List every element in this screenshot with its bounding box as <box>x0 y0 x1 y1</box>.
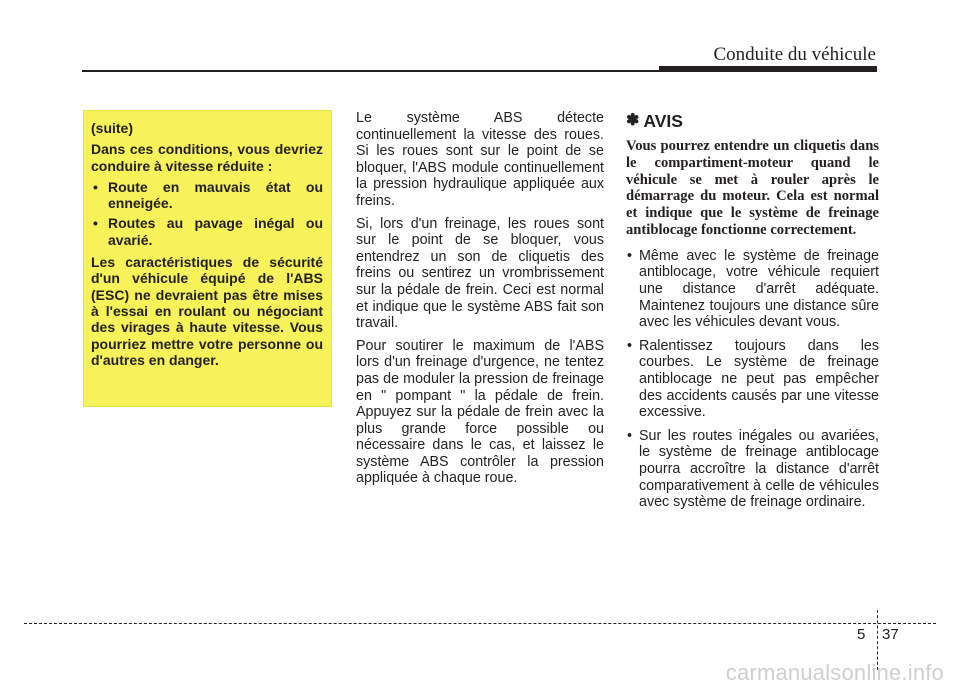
abs-paragraph: Le système ABS détecte continuellement la vitesse des roues. Si les roues sont sur le point de se bloquer, l'ABS module continuellement la pression hydraulique appliquée aux freins. <box>356 110 604 209</box>
chapter-number: 5 <box>857 626 866 643</box>
asterisk-icon: ✽ <box>626 112 640 129</box>
watermark: carmanualsonline.info <box>725 660 944 685</box>
avis-title: AVIS <box>643 111 683 131</box>
warning-box <box>83 110 332 407</box>
header-rule-accent <box>659 66 877 72</box>
avis-column <box>626 110 879 518</box>
warning-list-item: • Routes au pavage inégal ou avarié. <box>91 215 323 248</box>
avis-heading <box>626 110 879 132</box>
warning-list <box>91 179 323 248</box>
warning-intro: Dans ces conditions, vous devriez conduire à vitesse réduite : <box>91 141 323 174</box>
avis-list <box>626 248 879 511</box>
footer-dashed-rule <box>24 623 936 624</box>
avis-list-item: • Ralentissez toujours dans les courbes. Le système de freinage antiblocage ne peut pas empêcher des accidents causés par une vitesse excessive. <box>626 338 879 421</box>
section-title: Conduite du véhicule <box>713 44 876 65</box>
abs-paragraph: Pour soutirer le maximum de l'ABS lors d'un freinage d'urgence, ne tentez pas de moduler la pression de freinage en " pompant " la pédale de frein. Appuyez sur la pédale de frein avec la plus grande force possible ou nécessaire dans le cas, et laissez le système ABS contrôler la pression appliquée à chaque roue. <box>356 337 604 487</box>
warning-text: Les caractéristiques de sécurité d'un véhicule équipé de l'ABS (ESC) ne devraient pas être mises à l'essai en roulant ou négociant des virages à haute vitesse. Vous pourriez mettre votre personne ou d'autres en danger. <box>91 254 323 368</box>
avis-list-item: • Sur les routes inégales ou avariées, le système de freinage antiblocage pourra accroître la distance d'arrêt comparativement à celle de véhicules avec système de freinage ordinaire. <box>626 428 879 511</box>
abs-paragraph: Si, lors d'un freinage, les roues sont sur le point de se bloquer, vous entendrez un son de cliquetis des freins ou sentirez un vrombrissement sur la pédale de frein. Ceci est normal et indique que le système ABS fait son travail. <box>356 215 604 332</box>
warning-list-item: • Route en mauvais état ou enneigée. <box>91 179 323 212</box>
avis-list-item: • Même avec le système de freinage antiblocage, votre véhicule requiert une distance d'arrêt adéquate. Maintenez toujours une distance sûre avec les véhicules devant vous. <box>626 248 879 331</box>
avis-intro: Vous pourrez entendre un cliquetis dans le compartiment-moteur quand le véhicule se met à rouler après le démarrage du moteur. Cela est normal et indique que le système de freinage antiblocage fonctionne correctement. <box>626 138 879 238</box>
abs-description-column <box>356 110 604 493</box>
warning-suite: (suite) <box>91 120 133 136</box>
page-number: 37 <box>882 626 899 643</box>
